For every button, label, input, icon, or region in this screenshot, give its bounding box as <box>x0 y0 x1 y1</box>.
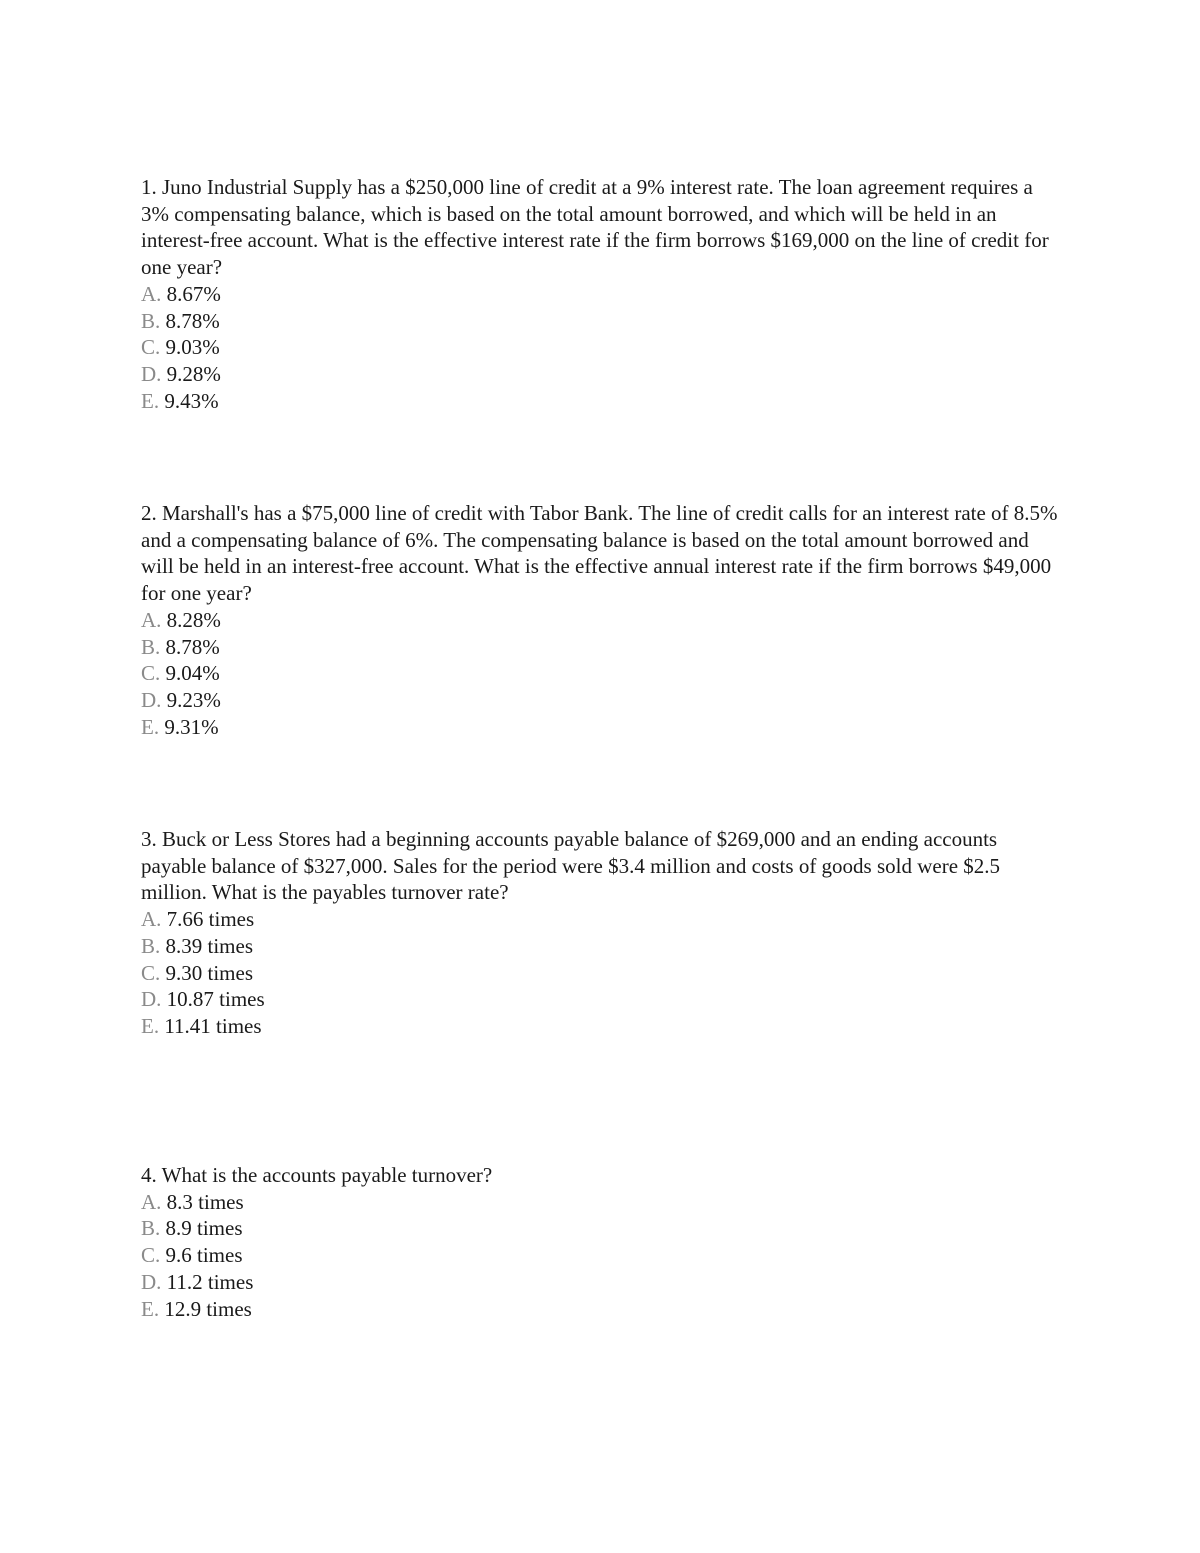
option-text: 9.31% <box>164 714 219 739</box>
answer-options <box>141 607 1061 741</box>
option-text: 8.78% <box>165 634 220 659</box>
option-letter: B. <box>141 933 161 958</box>
option-text: 8.39 times <box>165 933 254 958</box>
option-letter: D. <box>141 987 162 1012</box>
answer-options <box>141 1189 1061 1323</box>
option-text: 8.78% <box>165 308 220 333</box>
answer-option-e <box>141 388 1061 415</box>
option-text: 9.43% <box>164 388 219 413</box>
answer-options <box>141 281 1061 415</box>
option-letter: E. <box>141 388 160 413</box>
answer-option-d <box>141 687 1061 714</box>
answer-option-a <box>141 1189 1061 1216</box>
option-text: 9.28% <box>166 361 221 386</box>
answer-option-d <box>141 361 1061 388</box>
answer-option-b <box>141 308 1061 335</box>
answer-option-d <box>141 1269 1061 1296</box>
option-letter: C. <box>141 960 161 985</box>
answer-option-e <box>141 1013 1061 1040</box>
answer-option-d <box>141 986 1061 1013</box>
option-text: 7.66 times <box>166 907 255 932</box>
answer-option-e <box>141 1296 1061 1323</box>
option-text: 9.03% <box>165 335 220 360</box>
option-text: 11.41 times <box>164 1013 262 1038</box>
option-letter: C. <box>141 1243 161 1268</box>
question-text: 1. Juno Industrial Supply has a $250,000 line of credit at a 9% interest rate. The loan agreement requires a 3% compensating balance, which is based on the total amount borrowed, and which will be held in an interest-free account. What is the effective interest rate if the firm borrows $169,000 on the line of credit for one year? <box>141 175 1049 280</box>
option-letter: D. <box>141 687 162 712</box>
option-letter: B. <box>141 1216 161 1241</box>
option-letter: A. <box>141 1189 162 1214</box>
option-text: 11.2 times <box>166 1269 254 1294</box>
option-text: 10.87 times <box>166 987 265 1012</box>
question-3 <box>141 826 1061 1040</box>
option-letter: A. <box>141 281 162 306</box>
option-text: 9.6 times <box>165 1243 243 1268</box>
option-text: 8.67% <box>166 281 221 306</box>
option-text: 8.3 times <box>166 1189 244 1214</box>
answer-option-a <box>141 607 1061 634</box>
answer-option-c <box>141 334 1061 361</box>
option-letter: C. <box>141 661 161 686</box>
option-letter: B. <box>141 308 161 333</box>
question-text: 4. What is the accounts payable turnover? <box>141 1163 493 1187</box>
answer-option-a <box>141 281 1061 308</box>
option-letter: A. <box>141 907 162 932</box>
question-text: 2. Marshall's has a $75,000 line of credit with Tabor Bank. The line of credit calls for an interest rate of 8.5% and a compensating balance of 6%. The compensating balance is based on the total amount borrowed and will be held in an interest-free account. What is the effective annual interest rate if the firm borrows $49,000 for one year? <box>141 501 1058 606</box>
option-text: 8.28% <box>166 607 221 632</box>
option-letter: E. <box>141 1296 160 1321</box>
answer-options <box>141 906 1061 1040</box>
option-text: 9.30 times <box>165 960 254 985</box>
answer-option-c <box>141 660 1061 687</box>
answer-option-c <box>141 1242 1061 1269</box>
answer-option-e <box>141 714 1061 741</box>
option-text: 9.04% <box>165 661 220 686</box>
option-text: 9.23% <box>166 687 221 712</box>
option-letter: A. <box>141 607 162 632</box>
option-text: 8.9 times <box>165 1216 243 1241</box>
option-letter: D. <box>141 1269 162 1294</box>
question-2 <box>141 500 1061 740</box>
question-text: 3. Buck or Less Stores had a beginning accounts payable balance of $269,000 and an ending accounts payable balance of $327,000. Sales for the period were $3.4 million and costs of goods sold were $2.5 million. What is the payables turnover rate? <box>141 827 1001 905</box>
option-letter: E. <box>141 714 160 739</box>
option-letter: D. <box>141 361 162 386</box>
answer-option-a <box>141 906 1061 933</box>
answer-option-b <box>141 933 1061 960</box>
option-text: 12.9 times <box>164 1296 252 1321</box>
option-letter: C. <box>141 335 161 360</box>
option-letter: E. <box>141 1013 160 1038</box>
answer-option-b <box>141 634 1061 661</box>
answer-option-b <box>141 1215 1061 1242</box>
question-4 <box>141 1162 1061 1322</box>
answer-option-c <box>141 960 1061 987</box>
question-1 <box>141 174 1061 414</box>
option-letter: B. <box>141 634 161 659</box>
